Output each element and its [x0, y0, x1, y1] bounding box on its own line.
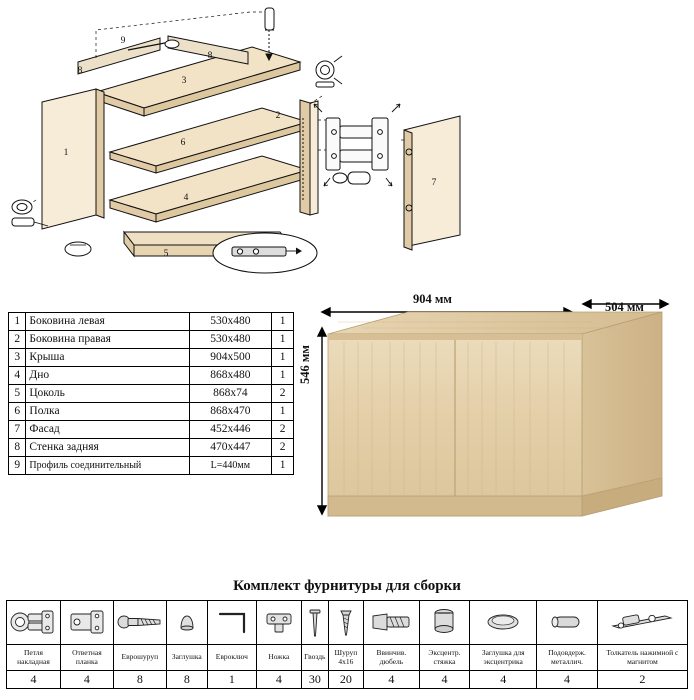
- callout-8-right: 8: [207, 51, 213, 61]
- callout-9: 9: [120, 36, 126, 46]
- euro-key-icon-cell: [207, 601, 256, 645]
- part-qty: 1: [272, 349, 294, 367]
- callout-2: 2: [275, 111, 281, 121]
- part-number: 6: [9, 403, 26, 421]
- kit-item-count: 4: [419, 671, 469, 689]
- dowel-icon-cell: [364, 601, 420, 645]
- part-number: 9: [9, 457, 26, 475]
- leg-icon: [257, 602, 301, 642]
- part-qty: 2: [272, 439, 294, 457]
- kit-item-name: Петля накладная: [7, 645, 61, 671]
- kit-item-name: Толкатель нажимной с магнитом: [597, 645, 687, 671]
- kit-item-name: Ответная планка: [60, 645, 113, 671]
- euro-screw-icon-cell: [113, 601, 166, 645]
- kit-item-name: Эксцентр. стяжка: [419, 645, 469, 671]
- kit-item-count: 4: [256, 671, 301, 689]
- part-name: Полка: [26, 403, 189, 421]
- cam-lock-icon-cell: [419, 601, 469, 645]
- shelf-support-icon-cell: [537, 601, 598, 645]
- part-qty: 2: [272, 385, 294, 403]
- nail-icon-cell: [301, 601, 328, 645]
- part-number: 5: [9, 385, 26, 403]
- table-row: [9, 367, 294, 385]
- part-qty: 1: [272, 313, 294, 331]
- hinge-plate-icon: [63, 602, 111, 642]
- kit-item-count: 4: [364, 671, 420, 689]
- cap-icon: [167, 602, 207, 642]
- part-qty: 2: [272, 421, 294, 439]
- hinge-overlay-icon: [8, 602, 58, 642]
- height-dimension-label: 546 мм: [298, 345, 312, 384]
- part-name: Стенка задняя: [26, 439, 189, 457]
- part-name: Дно: [26, 367, 189, 385]
- kit-item-name: Подовдерж. металлич.: [537, 645, 598, 671]
- kit-item-count: 4: [7, 671, 61, 689]
- cam-lock-icon: [424, 602, 464, 642]
- table-row: [9, 313, 294, 331]
- kit-item-count: 4: [470, 671, 537, 689]
- callout-6: 6: [180, 138, 186, 148]
- table-row: [9, 403, 294, 421]
- parts-table-body: [9, 313, 294, 475]
- table-row: [9, 349, 294, 367]
- hinge-overlay-icon-cell: [7, 601, 61, 645]
- cabinet-svg: [300, 288, 690, 548]
- kit-item-count: 4: [537, 671, 598, 689]
- callout-8-left: 8: [77, 66, 83, 76]
- hinge-plate-icon-cell: [60, 601, 113, 645]
- part-name: Фасад: [26, 421, 189, 439]
- kit-item-count: 8: [113, 671, 166, 689]
- kit-item-name: Шуруп 4х16: [328, 645, 363, 671]
- parts-table: [8, 312, 294, 475]
- kit-item-name: Ножка: [256, 645, 301, 671]
- kit-name-row: [7, 645, 688, 671]
- kit-item-count: 30: [301, 671, 328, 689]
- kit-count-row: [7, 671, 688, 689]
- part-name: Цоколь: [26, 385, 189, 403]
- part-size: 868х480: [189, 367, 272, 385]
- screw-4x16-icon: [333, 602, 359, 642]
- hardware-kit-table: [6, 600, 688, 689]
- euro-key-icon: [208, 602, 256, 642]
- part-size: 530х480: [189, 331, 272, 349]
- magnet-catch-icon: [607, 602, 677, 642]
- kit-item-name: Ввинчив. дюбель: [364, 645, 420, 671]
- euro-screw-icon: [114, 602, 166, 642]
- callout-5: 5: [163, 249, 169, 259]
- part-number: 3: [9, 349, 26, 367]
- kit-item-name: Еврошуруп: [113, 645, 166, 671]
- table-row: [9, 385, 294, 403]
- kit-item-name: Евроключ: [207, 645, 256, 671]
- kit-item-name: Заглушка: [166, 645, 207, 671]
- part-name: Крыша: [26, 349, 189, 367]
- table-row: [9, 421, 294, 439]
- table-row: [9, 457, 294, 475]
- part-size: L=440мм: [189, 457, 272, 475]
- part-name: Боковина левая: [26, 313, 189, 331]
- part-number: 2: [9, 331, 26, 349]
- part-size: 868х470: [189, 403, 272, 421]
- part-size: 470х447: [189, 439, 272, 457]
- kit-icon-row: [7, 601, 688, 645]
- leg-icon-cell: [256, 601, 301, 645]
- table-row: [9, 331, 294, 349]
- part-number: 8: [9, 439, 26, 457]
- callout-1: 1: [63, 148, 69, 158]
- part-qty: 1: [272, 331, 294, 349]
- part-number: 4: [9, 367, 26, 385]
- kit-item-count: 8: [166, 671, 207, 689]
- part-size: 868х74: [189, 385, 272, 403]
- part-number: 7: [9, 421, 26, 439]
- shelf-support-icon: [545, 602, 589, 642]
- dowel-icon: [365, 602, 417, 642]
- table-row: [9, 439, 294, 457]
- part-qty: 1: [272, 403, 294, 421]
- hardware-kit-title: Комплект фурнитуры для сборки: [233, 578, 461, 594]
- part-name: Профиль соединительный: [26, 457, 189, 475]
- cap-icon-cell: [166, 601, 207, 645]
- part-qty: 1: [272, 367, 294, 385]
- nail-icon: [302, 602, 328, 642]
- magnet-catch-icon-cell: [597, 601, 687, 645]
- cam-cap-icon: [481, 602, 525, 642]
- cam-cap-icon-cell: [470, 601, 537, 645]
- kit-item-count: 1: [207, 671, 256, 689]
- kit-item-count: 20: [328, 671, 363, 689]
- exploded-assembly-diagram: [0, 0, 694, 286]
- part-size: 530х480: [189, 313, 272, 331]
- cabinet-render: [300, 288, 690, 548]
- kit-item-name: Гвоздь: [301, 645, 328, 671]
- depth-dimension-label: 504 мм: [605, 300, 644, 314]
- callout-7: 7: [431, 178, 437, 188]
- part-size: 452х446: [189, 421, 272, 439]
- kit-item-name: Заглушка для эксцентрика: [470, 645, 537, 671]
- part-qty: 1: [272, 457, 294, 475]
- callout-4: 4: [183, 193, 189, 203]
- callout-3: 3: [181, 76, 187, 86]
- screw-4x16-icon-cell: [328, 601, 363, 645]
- kit-item-count: 2: [597, 671, 687, 689]
- kit-item-count: 4: [60, 671, 113, 689]
- part-size: 904х500: [189, 349, 272, 367]
- part-number: 1: [9, 313, 26, 331]
- width-dimension-label: 904 мм: [413, 292, 452, 306]
- cabinet-body: [328, 312, 662, 516]
- part-name: Боковина правая: [26, 331, 189, 349]
